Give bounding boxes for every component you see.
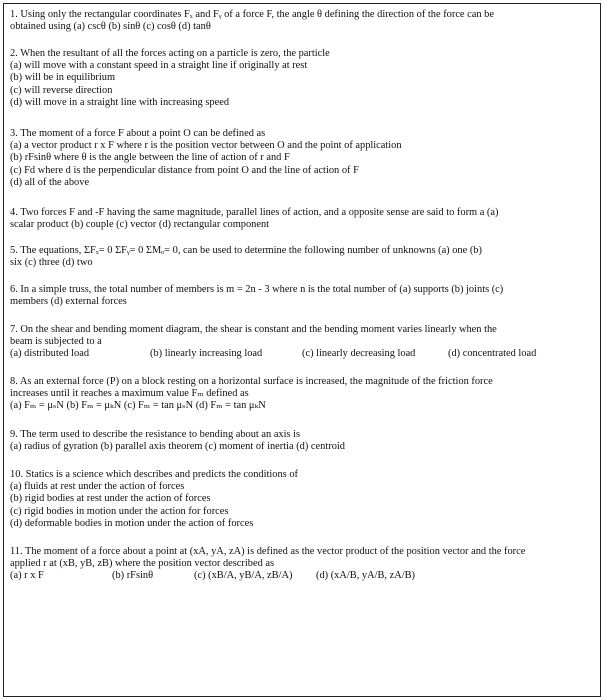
- options-row: [10, 570, 594, 582]
- option-b: (b) linearly increasing load: [150, 348, 263, 360]
- question-text: beam is subjected to a: [10, 336, 102, 348]
- options-row: [10, 348, 594, 360]
- question-text: 11. The moment of a force about a point at (xA, yA, zA) is defined as the vector product of the position vector and the force: [10, 546, 526, 557]
- option-b: (b) rigid bodies at rest under the action of forces: [10, 493, 211, 505]
- question-11: [10, 546, 594, 583]
- question-text: 7. On the shear and bending moment diagram, the shear is constant and the bending moment varies linearly when the: [10, 324, 497, 335]
- question-2: [10, 48, 594, 109]
- option-a: (a) will move with a constant speed in a straight line if originally at rest: [10, 60, 308, 72]
- option-d: (d) all of the above: [10, 176, 90, 188]
- options-line: (a) radius of gyration (b) parallel axis theorem (c) moment of inertia (d) centroid: [10, 441, 345, 453]
- option-c: (c) will reverse direction: [10, 84, 113, 96]
- question-5: [10, 245, 594, 269]
- question-text: scalar product (b) couple (c) vector (d) rectangular component: [10, 219, 270, 231]
- question-text: increases until it reaches a maximum value Fₘ defined as: [10, 388, 249, 400]
- option-c: (c) rigid bodies in motion under the action for forces: [10, 505, 229, 517]
- question-text: 2. When the resultant of all the forces acting on a particle is zero, the particle: [10, 48, 330, 59]
- option-b: (b) rFsinθ where θ is the angle between the line of action of r and F: [10, 152, 290, 164]
- options-line: (a) Fₘ = μₛN (b) Fₘ = μₖN (c) Fₘ = tan μₛN (d) Fₘ = tan μₖN: [10, 400, 266, 412]
- option-a: (a) a vector product r x F where r is the position vector between O and the point of application: [10, 140, 402, 152]
- question-text: members (d) external forces: [10, 296, 127, 308]
- question-text: 5. The equations, ΣFₓ= 0 ΣFᵧ= 0 ΣMₒ= 0, can be used to determine the following number of unknowns (a) one (b): [10, 245, 482, 256]
- option-c: (c) Fd where d is the perpendicular distance from point O and the line of action of F: [10, 164, 359, 176]
- question-6: [10, 284, 594, 308]
- question-text: 6. In a simple truss, the total number of members is m = 2n - 3 where n is the total number of (a) supports (b) joints (c): [10, 284, 504, 295]
- question-10: [10, 469, 594, 530]
- question-9: [10, 429, 594, 453]
- option-c: (c) linearly decreasing load: [302, 348, 416, 360]
- option-d: (d) (xA/B, yA/B, zA/B): [316, 570, 415, 582]
- question-4: [10, 207, 594, 231]
- question-1: [10, 9, 594, 33]
- option-d: (d) will move in a straight line with increasing speed: [10, 96, 230, 108]
- question-text: six (c) three (d) two: [10, 257, 93, 269]
- option-a: (a) distributed load: [10, 348, 90, 360]
- question-text: 3. The moment of a force F about a point O can be defined as: [10, 128, 266, 139]
- question-text: 10. Statics is a science which describes and predicts the conditions of: [10, 469, 298, 480]
- question-text: 9. The term used to describe the resistance to bending about an axis is: [10, 429, 301, 440]
- question-text: 4. Two forces F and -F having the same magnitude, parallel lines of action, and a opposite sense are said to form a (a): [10, 207, 499, 218]
- question-7: [10, 324, 594, 361]
- option-c: (c) (xB/A, yB/A, zB/A): [194, 570, 293, 582]
- option-b: (b) will be in equilibrium: [10, 72, 116, 84]
- question-text: 1. Using only the rectangular coordinates Fₓ and Fᵧ of a force F, the angle θ defining the direction of the force can be: [10, 9, 494, 20]
- option-d: (d) deformable bodies in motion under the action of forces: [10, 517, 254, 529]
- option-a: (a) fluids at rest under the action of forces: [10, 481, 185, 493]
- question-8: [10, 376, 594, 413]
- question-text: obtained using (a) cscθ (b) sinθ (c) cosθ (d) tanθ: [10, 21, 211, 33]
- question-sheet: [3, 3, 601, 697]
- question-3: [10, 128, 594, 189]
- option-b: (b) rFsinθ: [112, 570, 154, 582]
- question-text: 8. As an external force (P) on a block resting on a horizontal surface is increased, the magnitude of the friction force: [10, 376, 493, 387]
- question-text: applied r at (xB, yB, zB) where the position vector described as: [10, 558, 275, 570]
- option-a: (a) r x F: [10, 570, 44, 582]
- option-d: (d) concentrated load: [448, 348, 537, 360]
